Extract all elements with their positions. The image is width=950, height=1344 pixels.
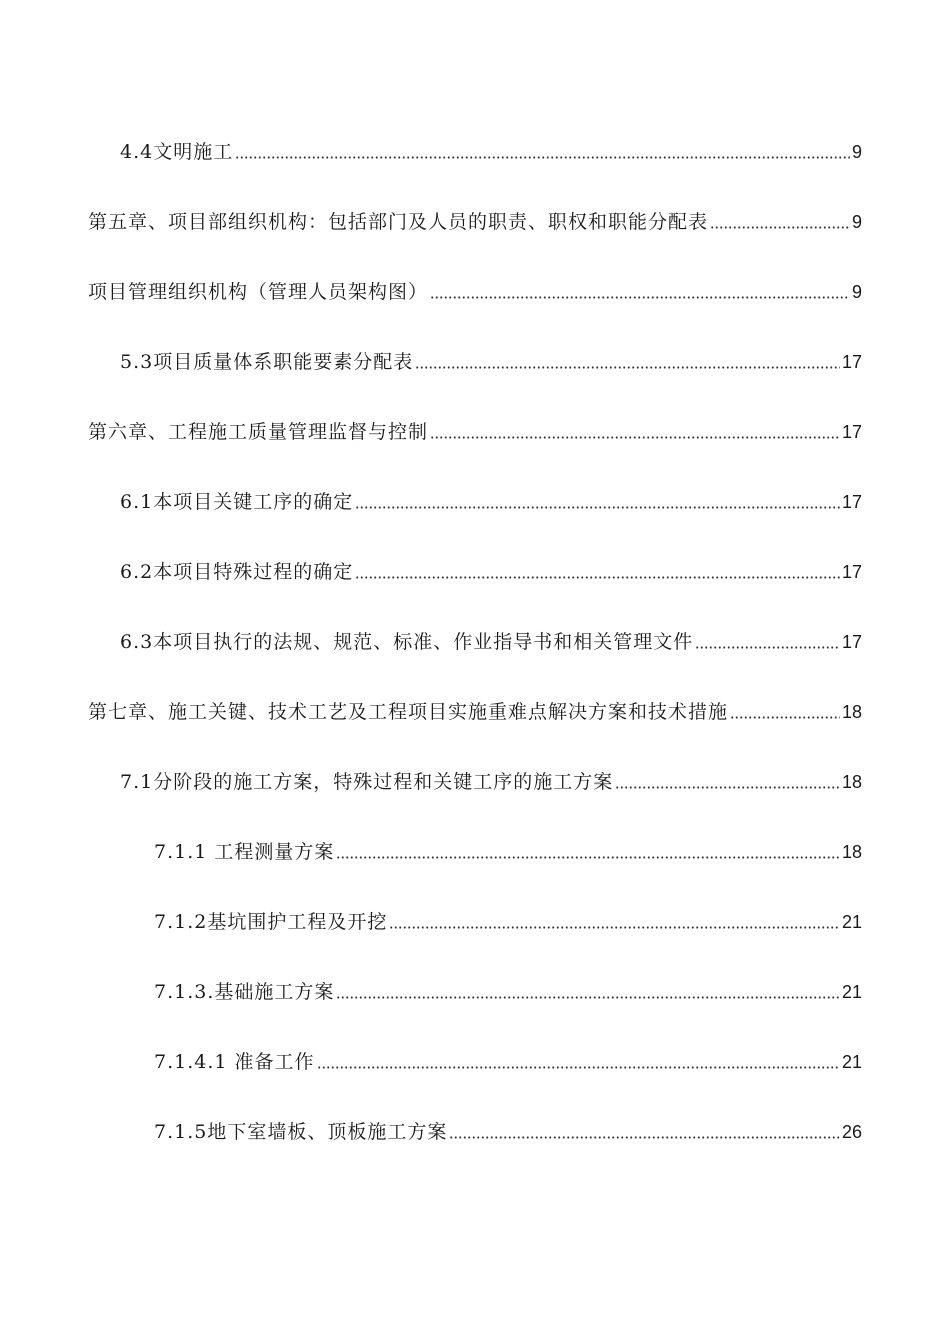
toc-entry-title: 4.4文明施工	[120, 141, 234, 163]
toc-entry-title: 7.1.3.基础施工方案	[154, 981, 335, 1003]
toc-entry-title: 第六章、工程施工质量管理监督与控制	[88, 421, 429, 443]
toc-dot-leader	[730, 716, 840, 719]
toc-dot-leader	[415, 366, 840, 369]
toc-entry[interactable]	[120, 628, 862, 656]
toc-entry-title: 第七章、施工关键、技术工艺及工程项目实施重难点解决方案和技术措施	[88, 701, 729, 723]
toc-page-number: 17	[841, 492, 862, 512]
toc-dot-leader	[430, 296, 850, 299]
toc-entry-title: 7.1.5地下室墙板、顶板施工方案	[154, 1121, 448, 1143]
toc-page-number: 18	[841, 842, 862, 862]
toc-dot-leader	[235, 156, 850, 159]
toc-entry[interactable]	[154, 908, 862, 936]
toc-page-number: 21	[841, 982, 862, 1002]
toc-dot-leader	[615, 786, 840, 789]
toc-entry[interactable]	[88, 278, 862, 306]
toc-entry[interactable]	[154, 1048, 862, 1076]
toc-page-number: 17	[841, 352, 862, 372]
toc-page-number: 26	[841, 1122, 862, 1142]
toc-dot-leader	[336, 996, 840, 999]
toc-page-number: 9	[851, 282, 862, 302]
toc-dot-leader	[317, 1066, 840, 1069]
toc-page-number: 21	[841, 1052, 862, 1072]
toc-page-number: 17	[841, 632, 862, 652]
toc-page-number: 9	[851, 212, 862, 232]
toc-dot-leader	[336, 856, 840, 859]
toc-entry[interactable]	[154, 1118, 862, 1146]
toc-entry[interactable]	[88, 418, 862, 446]
toc-entry[interactable]	[154, 838, 862, 866]
toc-entry-title: 7.1.4.1 准备工作	[154, 1051, 315, 1073]
toc-entry[interactable]	[120, 138, 862, 166]
toc-dot-leader	[389, 926, 840, 929]
toc-entry[interactable]	[88, 208, 862, 236]
toc-page-number: 9	[851, 142, 862, 162]
toc-page-number: 17	[841, 422, 862, 442]
toc-dot-leader	[710, 226, 850, 229]
toc-dot-leader	[449, 1136, 840, 1139]
toc-page-number: 17	[841, 562, 862, 582]
toc-entry[interactable]	[120, 488, 862, 516]
toc-entry[interactable]	[120, 348, 862, 376]
toc-entry[interactable]	[154, 978, 862, 1006]
toc-entry-title: 6.2本项目特殊过程的确定	[120, 561, 354, 583]
toc-entry-title: 5.3项目质量体系职能要素分配表	[120, 351, 414, 373]
toc-page-number: 18	[841, 772, 862, 792]
toc-entry-title: 6.3本项目执行的法规、规范、标准、作业指导书和相关管理文件	[120, 631, 694, 653]
toc-dot-leader	[430, 436, 840, 439]
toc-entry-title: 7.1.1 工程测量方案	[154, 841, 335, 863]
toc-dot-leader	[355, 576, 840, 579]
toc-entry-title: 7.1分阶段的施工方案，特殊过程和关键工序的施工方案	[120, 771, 614, 793]
toc-entry[interactable]	[120, 768, 862, 796]
toc-entry[interactable]	[120, 558, 862, 586]
toc-page-number: 21	[841, 912, 862, 932]
toc-page-number: 18	[841, 702, 862, 722]
toc-entry-title: 项目管理组织机构（管理人员架构图）	[88, 281, 429, 303]
toc-dot-leader	[355, 506, 840, 509]
toc-entry-title: 6.1本项目关键工序的确定	[120, 491, 354, 513]
toc-dot-leader	[695, 646, 840, 649]
toc-entry-title: 第五章、项目部组织机构：包括部门及人员的职责、职权和职能分配表	[88, 211, 709, 233]
toc-entry[interactable]	[88, 698, 862, 726]
toc-entry-title: 7.1.2基坑围护工程及开挖	[154, 911, 388, 933]
